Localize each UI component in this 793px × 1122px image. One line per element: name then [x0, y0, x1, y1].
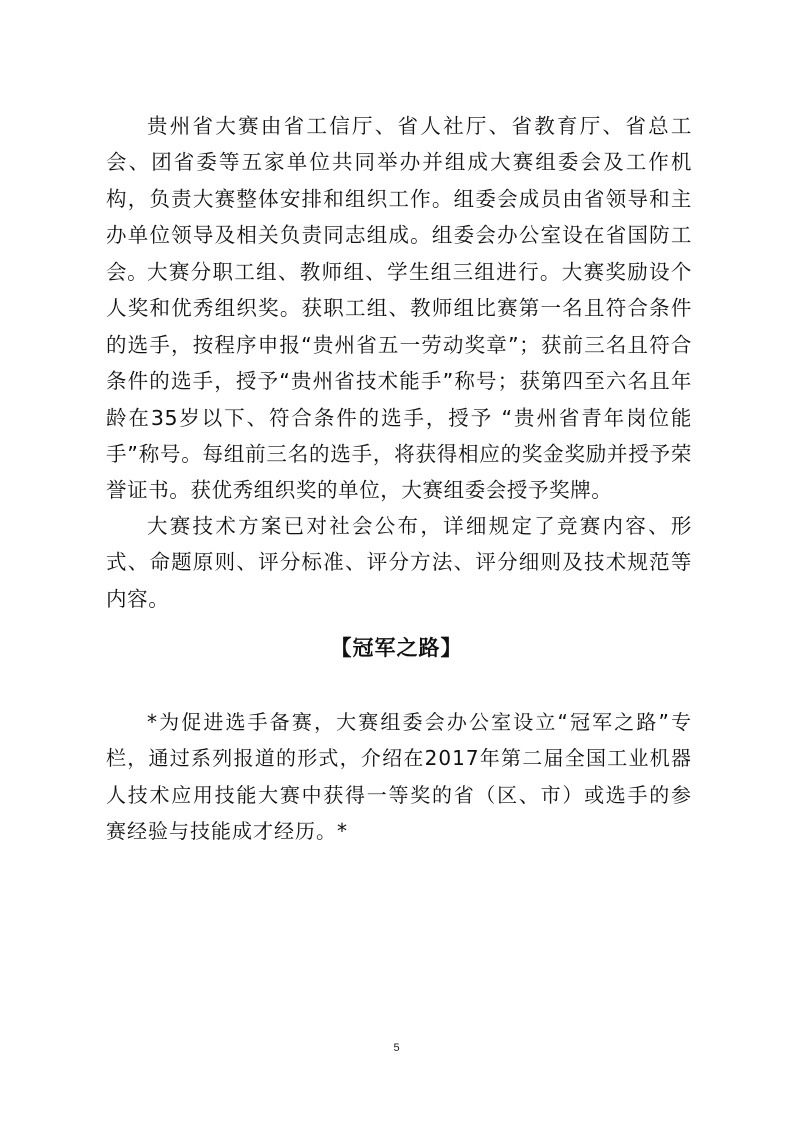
body-paragraph-awards: 大赛分职工组、教师组、学生组三组进行。大赛奖励设个人奖和优秀组织奖。获职工组、教师组比赛第一名且符合条件的选手，按程序申报“贵州省五一劳动奖章”；获前三名且符合条件的选手，授予“贵州省技术能手”称号；获第四至六名且年龄在35岁以下、符合条件的选手，授予 “贵州省青年岗位能手”称号。每组前三名的选手，将获得相应的奖金奖励并授予荣誉证书。获优秀组织奖的单位，大赛组委会授予奖牌。: [106, 260, 692, 503]
body-paragraph-technical-plan: 大赛技术方案已对社会公布，详细规定了竞赛内容、形式、命题原则、评分标准、评分方法、评分细则及技术规范等内容。: [106, 514, 692, 611]
section-intro-paragraph: *为促进选手备赛，大赛组委会办公室设立“冠军之路”专栏，通过系列报道的形式，介绍在2017年第二届全国工业机器人技术应用技能大赛中获得一等奖的省（区、市）或选手的参赛经验与技能成才经历。*: [106, 710, 692, 844]
section-heading: 【冠军之路】: [330, 635, 463, 660]
body-paragraph-organizers: 贵州省大赛由省工信厅、省人社厅、省教育厅、省总工会、团省委等五家单位共同举办并组成大赛组委会及工作机构，负责大赛整体安排和组织工作。组委会成员由省领导和主办单位领导及相关负责同志组成。组委会办公室设在省国防工会。: [106, 114, 692, 284]
page-number: 5: [393, 1042, 400, 1054]
